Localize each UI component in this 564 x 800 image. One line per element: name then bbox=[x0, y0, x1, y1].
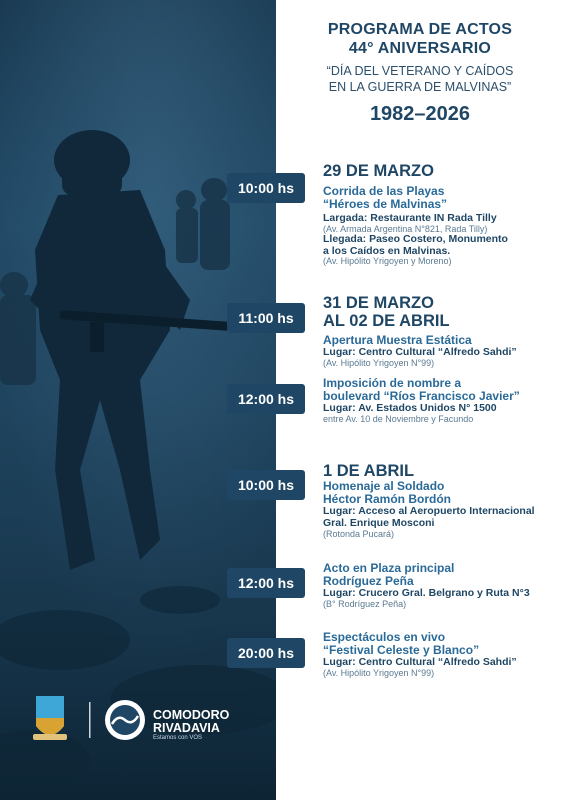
event-title-line-2: Rodríguez Peña bbox=[323, 574, 414, 588]
event-title-line-1: Homenaje al Soldado bbox=[323, 479, 445, 493]
event-location: Llegada: Paseo Costero, Monumento bbox=[323, 233, 508, 245]
event-address: (B° Rodríguez Peña) bbox=[323, 599, 407, 609]
event-location: Largada: Restaurante IN Rada Tilly bbox=[323, 212, 497, 224]
event-title-line-1: Corrida de las Playas bbox=[323, 184, 445, 198]
subtitle-line-2: EN LA GUERRA DE MALVINAS” bbox=[328, 80, 512, 94]
event-location: Lugar: Av. Estados Unidos N° 1500 bbox=[323, 402, 497, 414]
years-range: 1982–2026 bbox=[369, 103, 471, 125]
subtitle-line-1: “DÍA DEL VETERANO Y CAÍDOS bbox=[326, 64, 514, 78]
event-date: 29 DE MARZO bbox=[323, 162, 434, 180]
time-badge: 12:00 hs bbox=[227, 568, 305, 598]
event-date: 1 DE ABRIL bbox=[323, 462, 415, 480]
program-title: PROGRAMA DE ACTOS bbox=[327, 21, 513, 38]
event-date: AL 02 DE ABRIL bbox=[323, 312, 450, 330]
event-date: 31 DE MARZO bbox=[323, 294, 434, 312]
event-location: Lugar: Acceso al Aeropuerto Internacional bbox=[323, 505, 535, 517]
time-badge: 20:00 hs bbox=[227, 638, 305, 668]
time-badge: 11:00 hs bbox=[227, 303, 305, 333]
event-location: Lugar: Centro Cultural “Alfredo Sahdi” bbox=[323, 346, 517, 358]
municipal-shield-icon bbox=[33, 696, 67, 740]
brand-line-2: RIVADAVIA bbox=[153, 721, 220, 735]
event-title-line-1: Imposición de nombre a bbox=[323, 376, 462, 390]
anniversary-title: 44° ANIVERSARIO bbox=[348, 40, 492, 57]
brand-tagline: Estamos con VOS bbox=[153, 735, 203, 741]
event-title-line-2: boulevard “Ríos Francisco Javier” bbox=[323, 389, 520, 403]
event-address: (Av. Armada Argentina N°821, Rada Tilly) bbox=[323, 224, 488, 234]
time-badge: 10:00 hs bbox=[227, 470, 305, 500]
event-address: (Av. Hipólito Yrigoyen y Moreno) bbox=[323, 256, 452, 266]
event-address: entre Av. 10 de Noviembre y Facundo bbox=[323, 414, 474, 424]
event-title-line-2: “Héroes de Malvinas” bbox=[323, 197, 448, 211]
brand-line-1: COMODORO bbox=[153, 708, 230, 722]
event-title-line-1: Acto en Plaza principal bbox=[323, 561, 455, 575]
event-location: a los Caídos en Malvinas. bbox=[323, 245, 451, 257]
event-title-line-2: “Festival Celeste y Blanco” bbox=[323, 643, 480, 657]
event-title-line-1: Espectáculos en vivo bbox=[323, 630, 446, 644]
event-address: (Av. Hipólito Yrigoyen N°99) bbox=[323, 668, 435, 678]
comodoro-emblem-icon bbox=[105, 700, 145, 740]
event-address: (Rotonda Pucará) bbox=[323, 529, 395, 539]
event-location: Lugar: Crucero Gral. Belgrano y Ruta N°3 bbox=[323, 587, 530, 599]
event-location: Gral. Enrique Mosconi bbox=[323, 517, 435, 529]
brand-wordmark bbox=[153, 709, 229, 735]
time-badge: 10:00 hs bbox=[227, 173, 305, 203]
event-title-line-2: Héctor Ramón Bordón bbox=[323, 492, 452, 506]
event-title-line-1: Apertura Muestra Estática bbox=[323, 333, 472, 347]
event-location: Lugar: Centro Cultural “Alfredo Sahdi” bbox=[323, 656, 517, 668]
time-badge: 12:00 hs bbox=[227, 384, 305, 414]
event-address: (Av. Hipólito Yrigoyen N°99) bbox=[323, 358, 435, 368]
